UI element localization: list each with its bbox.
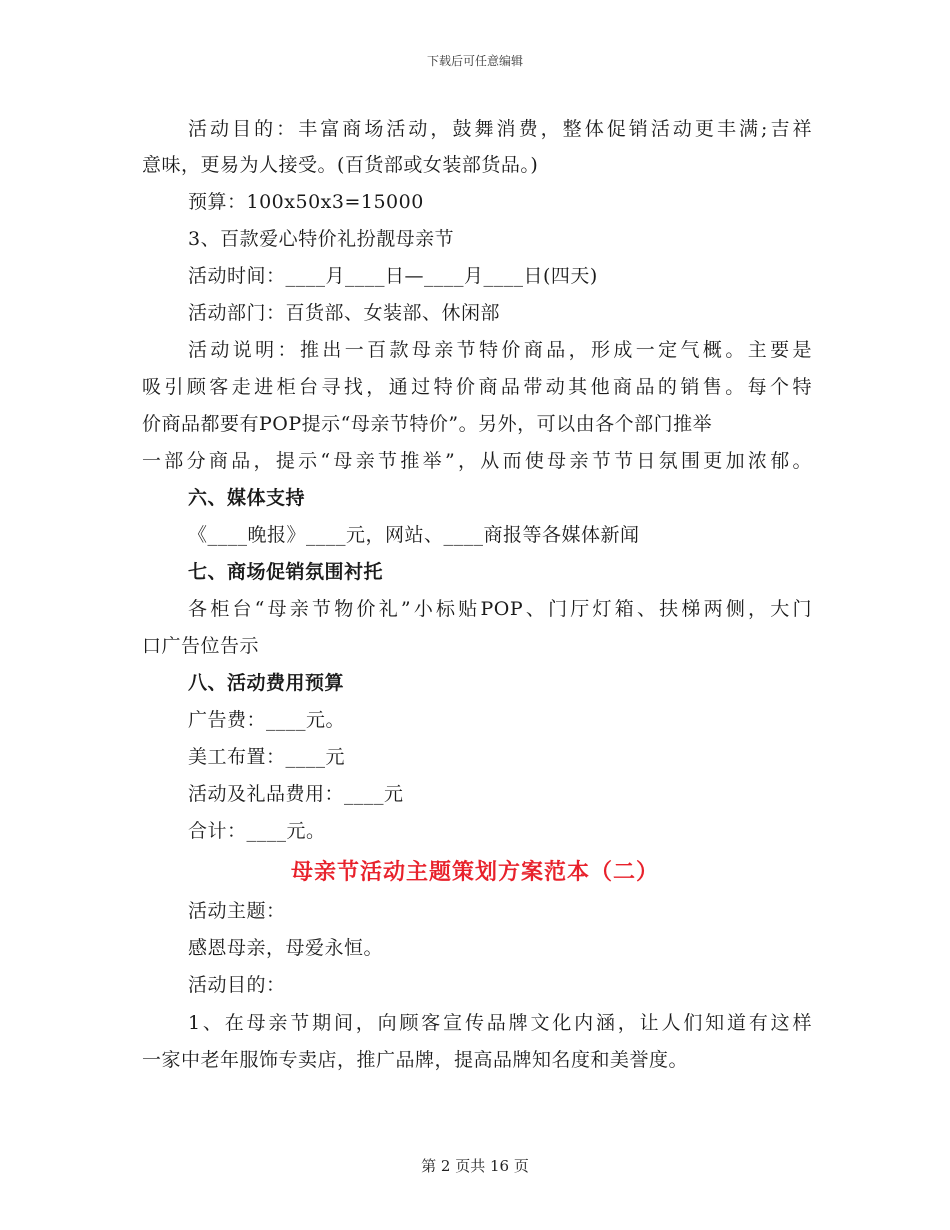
paragraph-line: 各柜台“母亲节物价礼”小标贴POP、门厅灯箱、扶梯两侧，大门 [188,598,812,620]
paragraph-line: 活动目的： [188,974,286,996]
paragraph-line: 活动时间：____月____日—____月____日(四天) [188,265,598,287]
paragraph-line: 预算：100x50x3=15000 [188,191,424,213]
subsection-heading: 3、百款爱心特价礼扮靓母亲节 [188,228,455,250]
paragraph-line: 活动部门：百货部、女装部、休闲部 [188,302,501,324]
paragraph-line: 《____晚报》____元，网站、____商报等各媒体新闻 [188,524,640,546]
section-heading: 八、活动费用预算 [188,672,345,694]
page-header: 下载后可任意编辑 [426,54,523,68]
paragraph-line: 活动主题： [188,900,286,922]
section-heading: 七、商场促销氛围衬托 [188,561,384,583]
paragraph-line: 一部分商品，提示“母亲节推举”，从而使母亲节节日氛围更加浓郁。 [142,450,812,472]
paragraph-line: 活动及礼品费用：____元 [188,783,404,805]
paragraph-line: 合计：____元。 [188,820,326,842]
section-heading: 六、媒体支持 [188,487,306,509]
paragraph-line: 一家中老年服饰专卖店，推广品牌，提高品牌知名度和美誉度。 [142,1049,689,1071]
paragraph-line: 活动目的：丰富商场活动，鼓舞消费，整体促销活动更丰满;吉祥 [188,118,812,140]
paragraph-line: 1、在母亲节期间，向顾客宣传品牌文化内涵，让人们知道有这样 [188,1012,812,1034]
paragraph-line: 美工布置：____元 [188,746,346,768]
paragraph-line: 口广告位告示 [142,635,260,657]
paragraph-line: 广告费：____元。 [188,709,346,731]
document-title: 母亲节活动主题策划方案范本（二） [290,859,659,885]
paragraph-line: 价商品都要有POP提示“母亲节特价”。另外，可以由各个部门推举 [142,413,713,435]
paragraph-line: 感恩母亲，母爱永恒。 [188,937,384,959]
page-footer: 第 2 页共 16 页 [421,1157,529,1175]
paragraph-line: 意味，更易为人接受。(百货部或女装部货品。) [142,154,539,176]
paragraph-line: 吸引顾客走进柜台寻找，通过特价商品带动其他商品的销售。每个特 [142,376,812,398]
paragraph-line: 活动说明：推出一百款母亲节特价商品，形成一定气概。主要是 [188,339,812,361]
